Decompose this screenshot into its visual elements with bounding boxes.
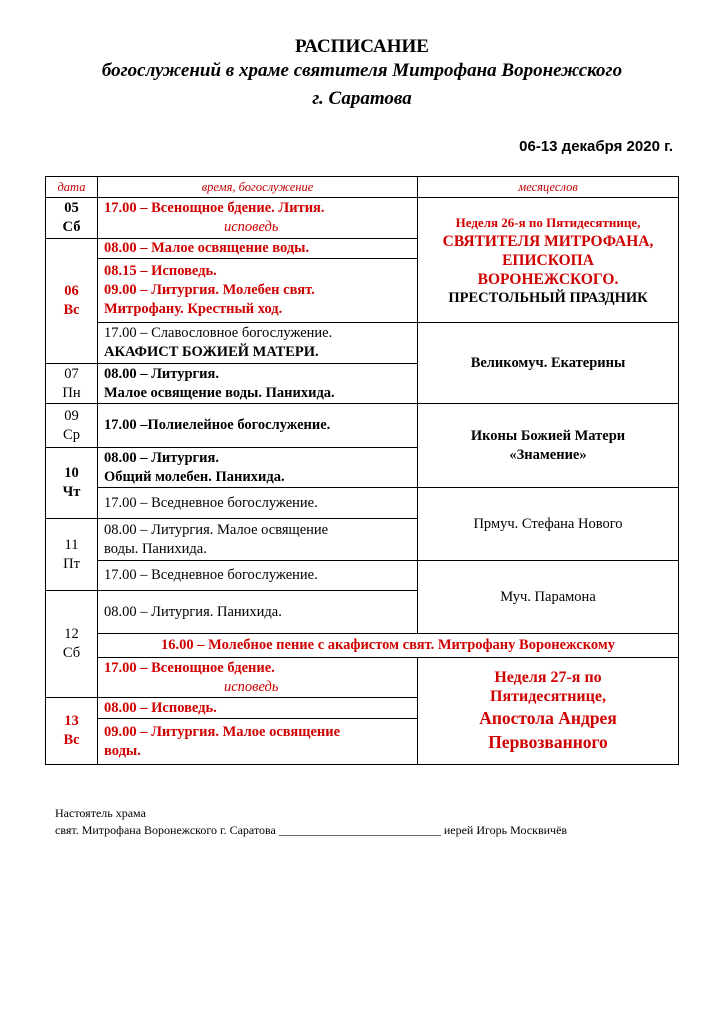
date-weekday: Сб [62, 645, 81, 661]
service-line: воды. Панихида. [104, 540, 207, 557]
calendar-line: «Знамение» [509, 446, 587, 463]
date-weekday: Вс [63, 732, 80, 748]
service-cell: 08.00 – Исповедь. [98, 698, 418, 719]
calendar-line: СВЯТИТЕЛЯ МИТРОФАНА, [442, 232, 654, 250]
date-number: 10 [64, 465, 79, 481]
table-row [46, 658, 679, 698]
service-cell [98, 323, 418, 364]
calendar-cell [418, 404, 679, 488]
date-weekday: Чт [62, 484, 81, 500]
calendar-cell: Прмуч. Стефана Нового [418, 488, 679, 561]
service-cell: 08.00 – Литургия. Панихида. [98, 591, 418, 634]
date-weekday: Вс [63, 302, 80, 318]
date-cell [46, 591, 98, 698]
date-range: 06-13 декабря 2020 г. [519, 138, 673, 155]
date-cell [46, 364, 98, 404]
service-cell: 17.00 – Вседневное богослужение. [98, 561, 418, 591]
service-cell [98, 719, 418, 765]
date-number: 05 [64, 200, 79, 216]
service-line: Малое освящение воды. Панихида. [104, 384, 335, 401]
service-line: 08.00 – Литургия. Малое освящение [104, 521, 329, 538]
date-weekday: Ср [63, 426, 80, 443]
calendar-line: Иконы Божией Матери [470, 427, 626, 444]
date-number: 09 [64, 407, 79, 424]
service-cell-wide: 16.00 – Молебное пение с акафистом свят. Митрофану Воронежскому [98, 634, 679, 658]
date-number: 06 [64, 283, 79, 299]
service-cell: 17.00 – Вседневное богослужение. [98, 488, 418, 519]
calendar-cell [418, 198, 679, 323]
page-city: г. Саратова [312, 88, 412, 109]
table-row [46, 561, 679, 591]
service-line: воды. [104, 742, 141, 759]
footer-rector-label: Настоятель храма [55, 806, 146, 820]
service-line: 17.00 – Славословное богослужение. [104, 325, 333, 341]
service-line: 09.00 – Литургия. Малое освящение [104, 723, 341, 740]
service-line: 08.00 – Литургия. [104, 365, 219, 382]
calendar-line: Пятидесятнице, [490, 688, 606, 705]
service-line: 17.00 – Всенощное бдение. [104, 659, 275, 676]
service-cell: 08.00 – Малое освящение воды. [98, 239, 418, 259]
date-cell [46, 448, 98, 519]
service-line: 08.00 – Литургия. [104, 449, 219, 466]
page-title: РАСПИСАНИЕ [295, 36, 429, 57]
service-cell [98, 364, 418, 404]
service-line: Общий молебен. Панихида. [104, 468, 285, 485]
date-number: 07 [64, 365, 79, 382]
table-row [46, 323, 679, 364]
table-row [46, 634, 679, 658]
date-cell [46, 519, 98, 591]
service-cell [98, 658, 418, 698]
service-cell [98, 448, 418, 488]
date-number: 12 [64, 626, 79, 642]
service-line: 08.15 – Исповедь. [104, 263, 217, 279]
col-header-calendar: месяцеслов [418, 177, 679, 198]
calendar-line: ВОРОНЕЖСКОГО. [477, 270, 619, 288]
footer-signature-line: свят. Митрофана Воронежского г. Саратова ___________________________ иерей Игорь Москвичёв [55, 823, 568, 837]
table-row [46, 404, 679, 448]
table-row [46, 198, 679, 239]
date-cell [46, 698, 98, 765]
service-line: 09.00 – Литургия. Молебен свят. [104, 282, 315, 298]
table-row [46, 488, 679, 519]
calendar-cell: Великомуч. Екатерины [418, 323, 679, 404]
date-cell [46, 198, 98, 239]
col-header-service: время, богослужение [98, 177, 418, 198]
calendar-line: Неделя 26-я по Пятидесятнице, [455, 214, 641, 230]
date-cell [46, 404, 98, 448]
service-cell: 17.00 –Полиелейное богослужение. [98, 404, 418, 448]
service-cell [98, 519, 418, 561]
schedule-table [45, 176, 679, 765]
service-cell [98, 198, 418, 239]
date-weekday: Пн [62, 384, 81, 401]
table-header-row [46, 177, 679, 198]
service-cell [98, 259, 418, 323]
calendar-cell: Муч. Парамона [418, 561, 679, 634]
date-weekday: Сб [62, 219, 81, 235]
calendar-cell [418, 658, 679, 765]
date-number: 13 [64, 713, 79, 729]
page-subtitle: богослужений в храме святителя Митрофана Воронежского [101, 60, 623, 81]
date-number: 11 [64, 536, 79, 553]
service-line: Митрофану. Крестный ход. [104, 301, 283, 317]
calendar-line: Неделя 27-я по [494, 669, 602, 686]
calendar-line: Апостола Андрея [479, 708, 617, 728]
calendar-line: ПРЕСТОЛЬНЫЙ ПРАЗДНИК [448, 289, 648, 306]
service-line: АКАФИСТ БОЖИЕЙ МАТЕРИ. [104, 344, 319, 360]
date-cell [46, 239, 98, 364]
col-header-date: дата [46, 177, 98, 198]
service-note: исповедь [224, 678, 279, 695]
calendar-line: ЕПИСКОПА [502, 251, 594, 269]
service-note: исповедь [224, 219, 279, 235]
calendar-line: Первозванного [488, 732, 608, 752]
service-line: 17.00 – Всенощное бдение. Лития. [104, 200, 325, 216]
date-weekday: Пт [63, 555, 80, 572]
